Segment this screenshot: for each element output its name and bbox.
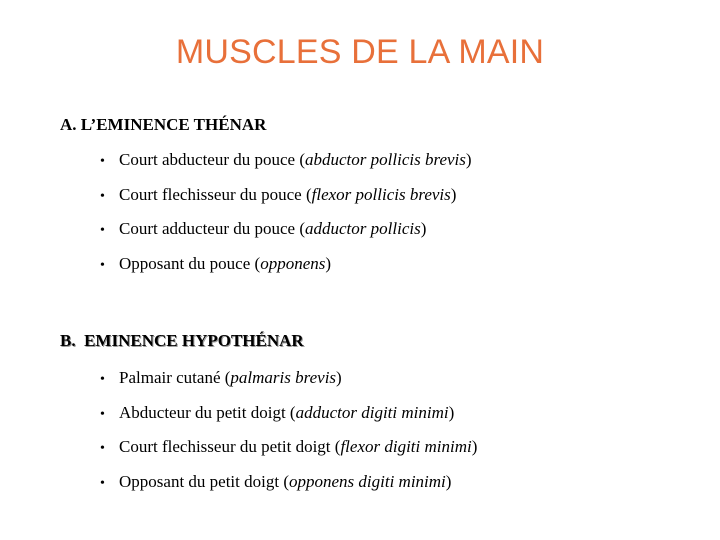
latin-name: palmaris brevis bbox=[230, 368, 337, 387]
section-heading-hypothenar: B. EMINENCE HYPOTHÉNAR bbox=[60, 331, 304, 350]
latin-name: abductor pollicis brevis bbox=[305, 150, 466, 169]
close-paren: ) bbox=[325, 253, 332, 273]
close-paren: ) bbox=[336, 368, 342, 387]
close-paren: ) bbox=[448, 402, 455, 422]
muscle-name: Palmair cutané bbox=[119, 368, 221, 387]
bullet: • bbox=[100, 223, 105, 238]
muscle-name: Court flechisseur du petit doigt bbox=[119, 437, 331, 456]
list-item bbox=[100, 217, 472, 252]
section-heading-thenar: A. L’EMINENCE THÉNAR bbox=[60, 115, 267, 134]
bullet: • bbox=[100, 188, 105, 204]
thenar-muscle-list bbox=[100, 148, 472, 286]
bullet: • bbox=[100, 441, 105, 456]
open-paren: ( bbox=[220, 368, 231, 387]
open-paren: ( bbox=[330, 437, 341, 456]
page-title: MUSCLES DE LA MAIN bbox=[175, 33, 545, 71]
list-item bbox=[100, 252, 472, 287]
list-item bbox=[100, 366, 477, 401]
open-paren: ( bbox=[250, 253, 261, 273]
latin-name: adductor digiti minimi bbox=[295, 402, 449, 422]
muscle-name: Opposant du petit doigt bbox=[119, 471, 280, 491]
muscle-name: Court flechisseur du pouce bbox=[119, 184, 302, 204]
close-paren: ) bbox=[420, 219, 427, 238]
muscle-name: Opposant du pouce bbox=[119, 253, 251, 273]
open-paren: ( bbox=[301, 184, 312, 204]
muscle-name: Court abducteur du pouce bbox=[119, 150, 296, 169]
close-paren: ) bbox=[450, 184, 457, 204]
open-paren: ( bbox=[285, 402, 296, 422]
bullet: • bbox=[100, 154, 105, 169]
latin-name: opponens bbox=[260, 253, 326, 273]
latin-name: adductor pollicis bbox=[305, 219, 421, 238]
list-item bbox=[100, 470, 477, 505]
open-paren: ( bbox=[295, 219, 306, 238]
close-paren: ) bbox=[465, 150, 472, 169]
latin-name: opponens digiti minimi bbox=[289, 471, 446, 491]
list-item bbox=[100, 148, 472, 183]
close-paren: ) bbox=[471, 437, 478, 456]
open-paren: ( bbox=[295, 150, 306, 169]
list-item bbox=[100, 183, 472, 218]
latin-name: flexor pollicis brevis bbox=[311, 184, 451, 204]
bullet: • bbox=[100, 475, 105, 491]
bullet: • bbox=[100, 406, 105, 422]
bullet: • bbox=[100, 257, 105, 273]
close-paren: ) bbox=[445, 471, 452, 491]
bullet: • bbox=[100, 372, 105, 387]
latin-name: flexor digiti minimi bbox=[340, 437, 472, 456]
list-item bbox=[100, 435, 477, 470]
list-item bbox=[100, 401, 477, 436]
muscle-name: Court adducteur du pouce bbox=[119, 219, 296, 238]
hypothenar-muscle-list bbox=[100, 366, 477, 504]
muscle-name: Abducteur du petit doigt bbox=[119, 402, 286, 422]
open-paren: ( bbox=[279, 471, 289, 491]
